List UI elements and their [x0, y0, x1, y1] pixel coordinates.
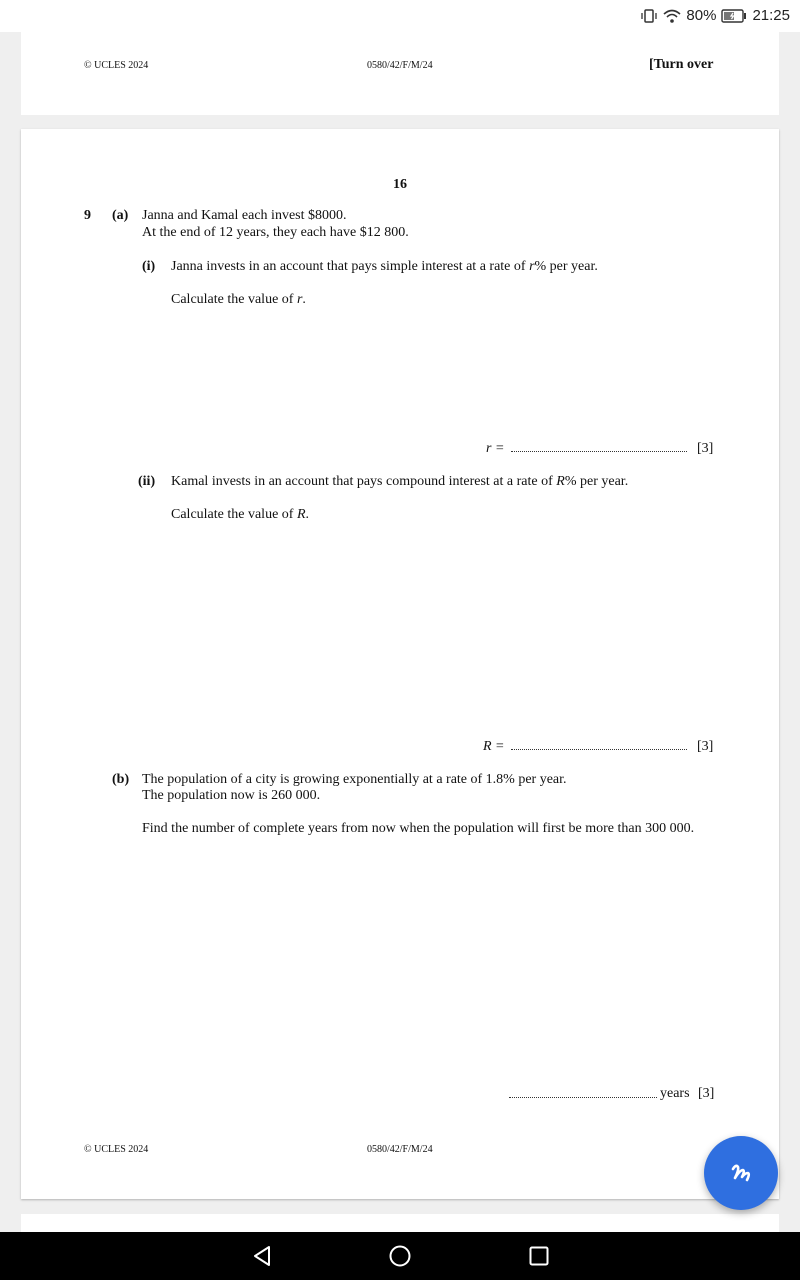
- part-a-label: (a): [112, 208, 129, 223]
- marks-a-ii: [3]: [697, 739, 714, 754]
- answer-label-r: r =: [486, 441, 505, 456]
- part-a-line-1: Janna and Kamal each invest $8000.: [142, 208, 347, 223]
- answer-line-r[interactable]: [511, 451, 687, 452]
- page-number: 16: [393, 177, 407, 192]
- part-a-line-2: At the end of 12 years, they each have $12 800.: [142, 225, 409, 240]
- copyright-text: © UCLES 2024: [84, 1144, 149, 1155]
- marks-b: [3]: [698, 1086, 715, 1101]
- wifi-icon: [663, 8, 681, 24]
- turn-over-text: [Turn over: [649, 57, 714, 72]
- part-a-ii-text: Kamal invests in an account that pays compound interest at a rate of R% per year.: [171, 474, 629, 489]
- part-a-ii-instruction: Calculate the value of R.: [171, 507, 310, 522]
- paper-code: 0580/42/F/M/24: [367, 60, 433, 71]
- part-b-line-2: The population now is 260 000.: [142, 788, 321, 803]
- answer-unit-years: years: [660, 1086, 690, 1101]
- annotate-fab-button[interactable]: [704, 1136, 778, 1210]
- part-a-i-label: (i): [142, 259, 156, 274]
- part-a-i-instruction: Calculate the value of r.: [171, 292, 306, 307]
- part-b-label: (b): [112, 772, 130, 787]
- part-b-line-1: The population of a city is growing exponentially at a rate of 1.8% per year.: [142, 772, 567, 787]
- part-b-instruction: Find the number of complete years from now when the population will first be more than 300 000.: [142, 821, 695, 836]
- clock: 21:25: [752, 7, 790, 24]
- part-a-ii-label: (ii): [138, 474, 156, 489]
- pen-icon: [726, 1158, 756, 1188]
- recents-icon[interactable]: [527, 1244, 551, 1268]
- part-a-i-text: Janna invests in an account that pays simple interest at a rate of r% per year.: [171, 259, 598, 274]
- question-number: 9: [84, 208, 91, 223]
- status-bar: [0, 0, 800, 32]
- next-page-top: [21, 1214, 779, 1232]
- battery-percent: 80%: [686, 7, 717, 24]
- copyright-text: © UCLES 2024: [84, 60, 149, 71]
- navigation-bar: [0, 1232, 800, 1280]
- exam-page: [21, 129, 779, 1199]
- battery-icon: [721, 9, 747, 23]
- status-icons: [640, 7, 790, 24]
- paper-code: 0580/42/F/M/24: [367, 1144, 433, 1155]
- marks-a-i: [3]: [697, 441, 714, 456]
- back-icon[interactable]: [250, 1244, 274, 1268]
- vibrate-icon: [640, 8, 658, 24]
- previous-page-bottom: [21, 32, 779, 115]
- home-icon[interactable]: [388, 1244, 412, 1268]
- answer-line-years[interactable]: [509, 1097, 657, 1098]
- answer-label-R: R =: [483, 739, 505, 754]
- answer-line-R[interactable]: [511, 749, 687, 750]
